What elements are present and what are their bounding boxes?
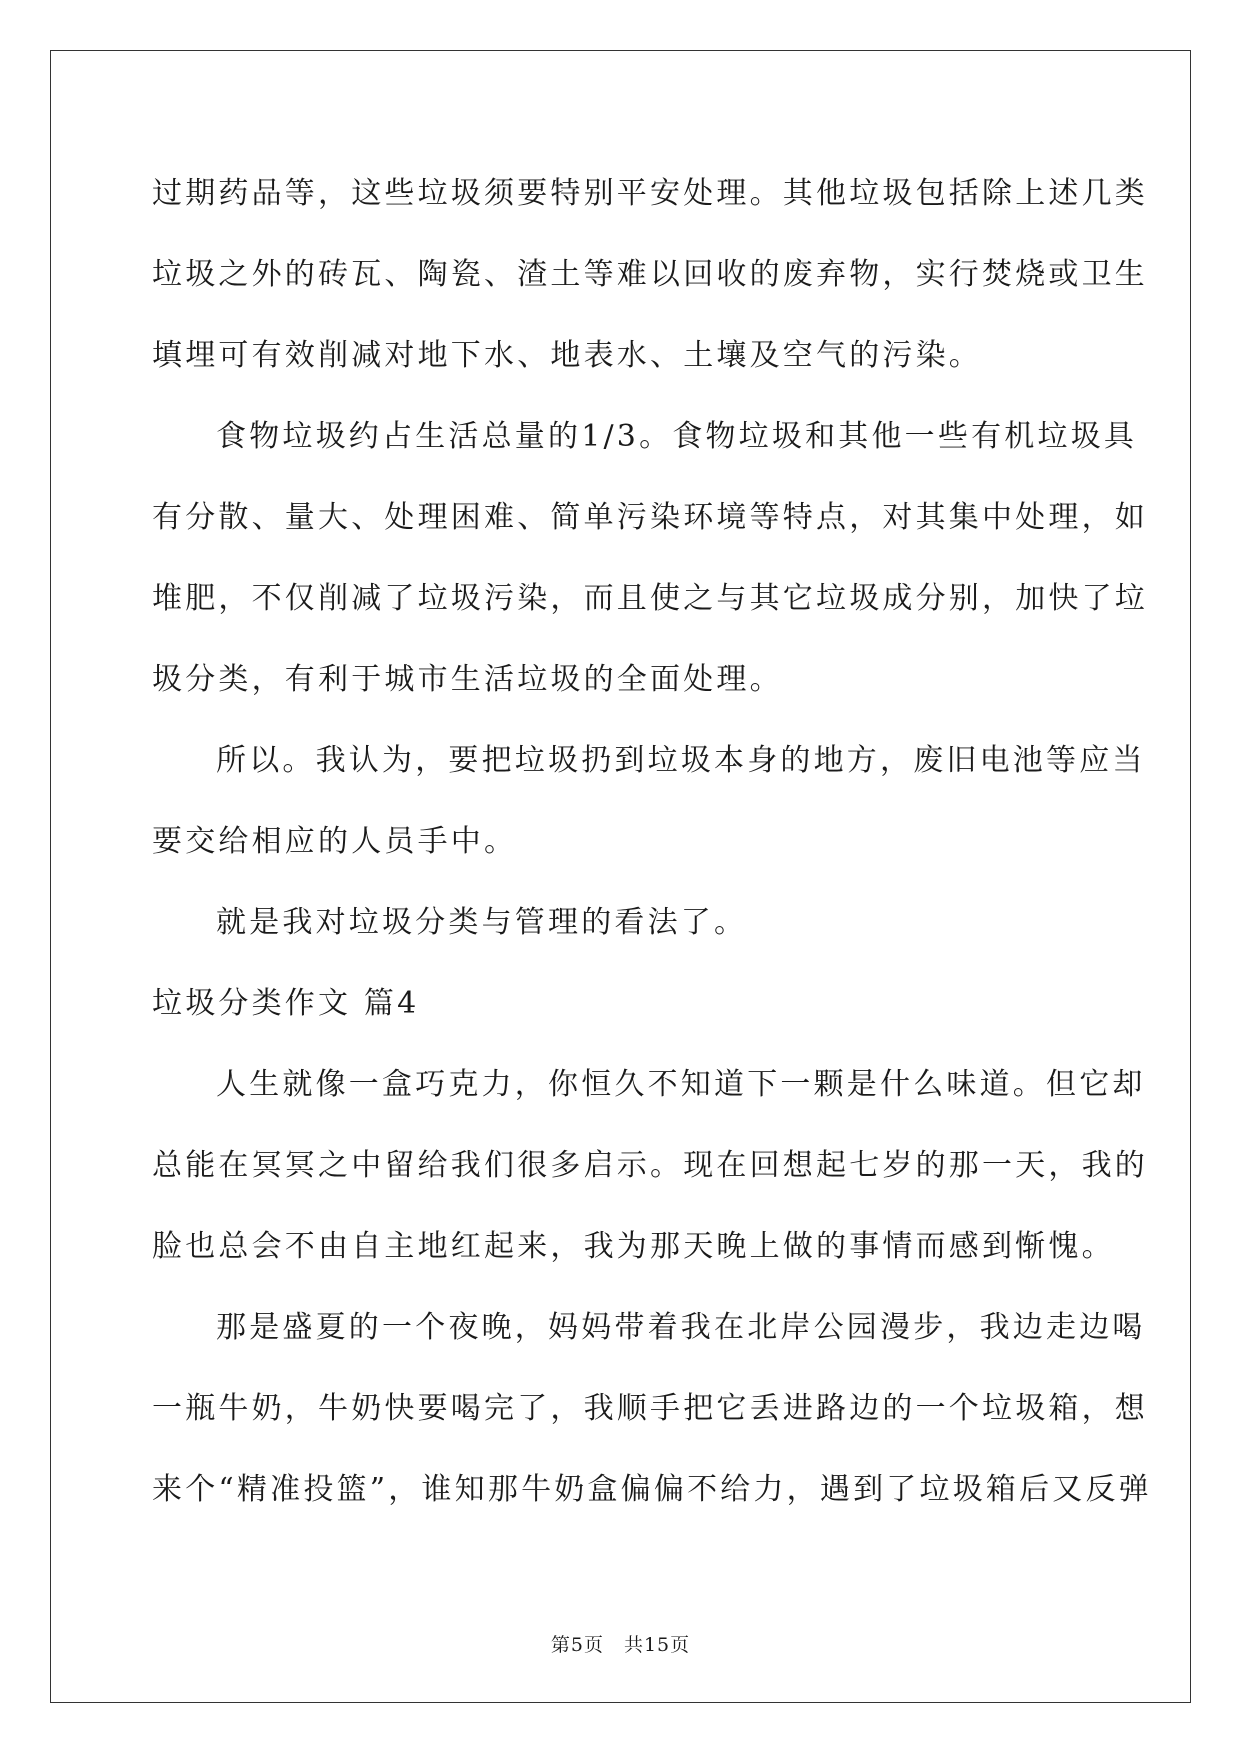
text-line: 有分散、量大、处理困难、简单污染环境等特点，对其集中处理，如 <box>152 500 1148 535</box>
text-line: 堆肥，不仅削减了垃圾污染，而且使之与其它垃圾成分别，加快了垃 <box>152 581 1148 616</box>
text-line: 圾分类，有利于城市生活垃圾的全面处理。 <box>152 662 783 697</box>
text-line: 要交给相应的人员手中。 <box>152 824 518 859</box>
text-line: 脸也总会不由自主地红起来，我为那天晚上做的事情而感到惭愧。 <box>152 1229 1115 1264</box>
text-line: 来个“精准投篮”，谁知那牛奶盒偏偏不给力，遇到了垃圾箱后又反弹 <box>152 1472 1152 1507</box>
text-line: 垃圾分类作文 篇4 <box>152 986 420 1021</box>
text-line: 一瓶牛奶，牛奶快要喝完了，我顺手把它丢进路边的一个垃圾箱，想 <box>152 1391 1148 1426</box>
text-line: 那是盛夏的一个夜晚，妈妈带着我在北岸公园漫步，我边走边喝 <box>216 1310 1146 1345</box>
text-line: 人生就像一盒巧克力，你恒久不知道下一颗是什么味道。但它却 <box>216 1067 1146 1102</box>
text-line: 总能在冥冥之中留给我们很多启示。现在回想起七岁的那一天，我的 <box>152 1148 1148 1183</box>
text-line: 过期药品等，这些垃圾须要特别平安处理。其他垃圾包括除上述几类 <box>152 176 1148 211</box>
text-line: 填埋可有效削减对地下水、地表水、土壤及空气的污染。 <box>152 338 982 373</box>
text-line: 食物垃圾约占生活总量的1/3。食物垃圾和其他一些有机垃圾具 <box>216 419 1138 454</box>
text-line: 所以。我认为，要把垃圾扔到垃圾本身的地方，废旧电池等应当 <box>216 743 1146 778</box>
text-line: 垃圾之外的砖瓦、陶瓷、渣土等难以回收的废弃物，实行焚烧或卫生 <box>152 257 1148 292</box>
text-line: 就是我对垃圾分类与管理的看法了。 <box>216 905 748 940</box>
document-body <box>152 160 1152 1537</box>
page-footer: 第5页 共15页 <box>550 1634 691 1656</box>
